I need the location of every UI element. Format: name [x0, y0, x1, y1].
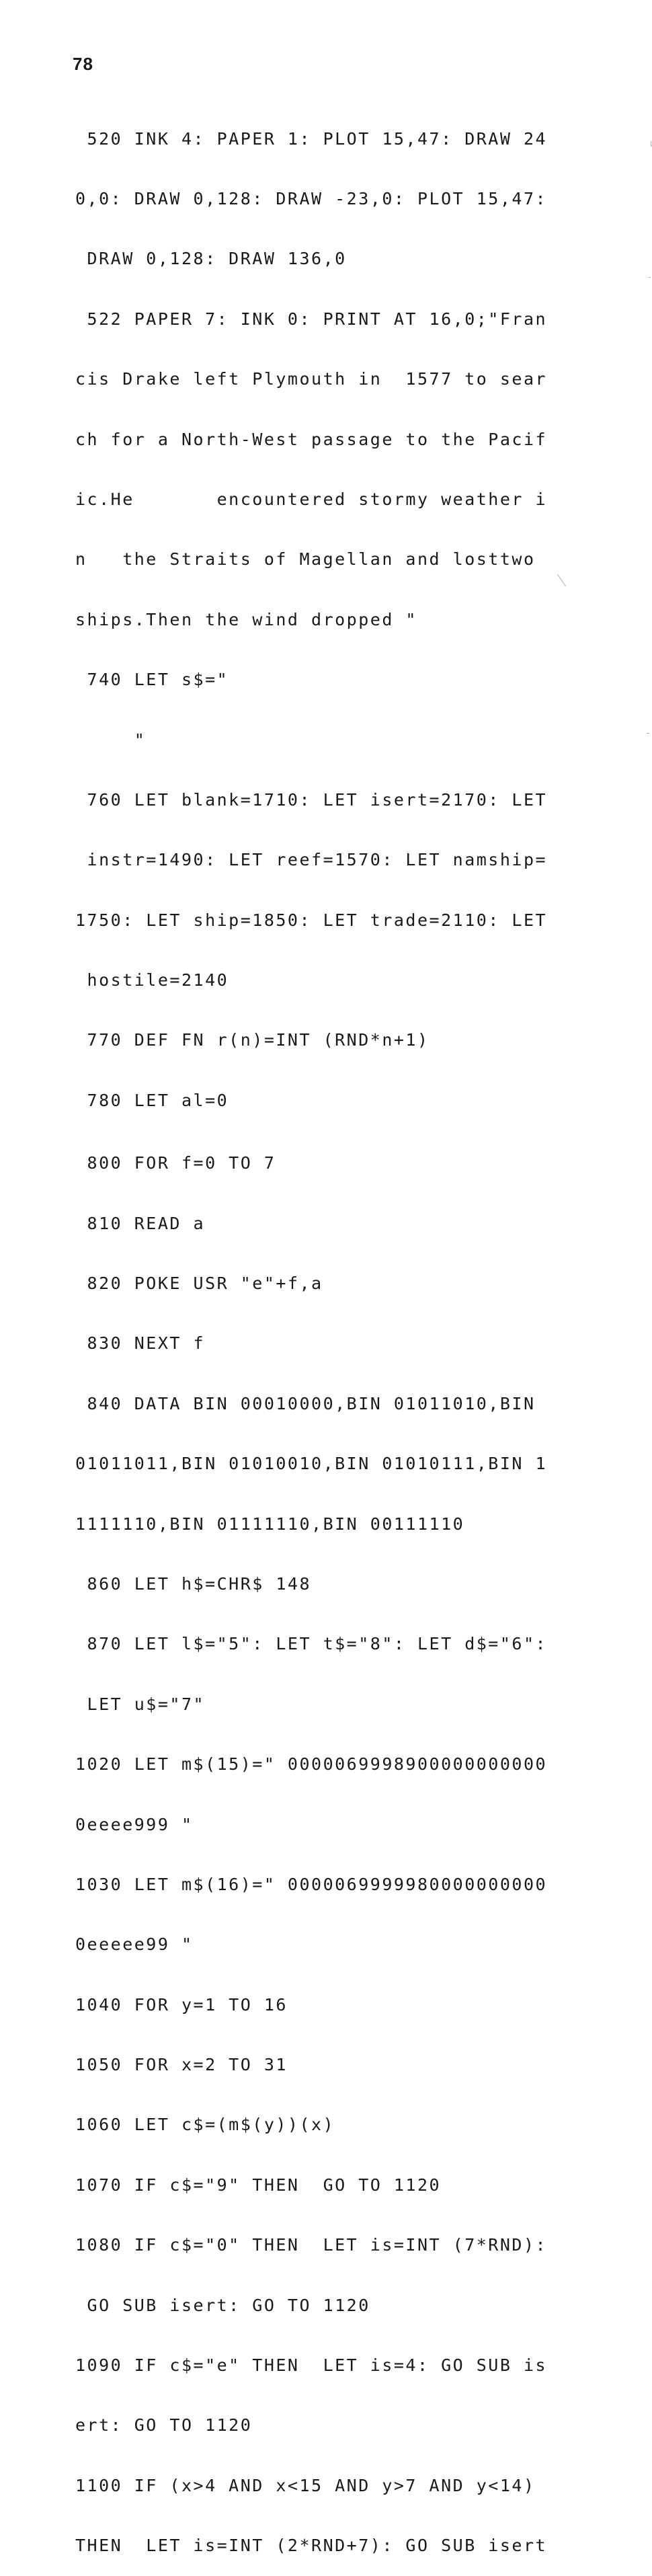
code-line: 800 FOR f=0 TO 7 — [75, 1153, 276, 1173]
code-line: ships.Then the wind dropped " — [75, 609, 417, 629]
code-line: DRAW 0,128: DRAW 136,0 — [75, 249, 347, 269]
code-line: 780 LET al=0 — [75, 1090, 229, 1110]
code-line: hostile=2140 — [75, 970, 229, 990]
code-line: " — [75, 730, 147, 750]
code-line: 0eeeee99 " — [75, 1935, 194, 1955]
code-line: ert: GO TO 1120 — [75, 2415, 253, 2435]
code-line: 1750: LET ship=1850: LET trade=2110: LET — [75, 910, 548, 930]
code-line: 1080 IF c$="0" THEN LET is=INT (7*RND): — [75, 2235, 548, 2255]
code-line: 1050 FOR x=2 TO 31 — [75, 2055, 288, 2075]
code-line: 0eeee999 " — [75, 1814, 194, 1834]
code-line: cis Drake left Plymouth in 1577 to sear — [75, 369, 548, 389]
code-line: n the Straits of Magellan and losttwo — [75, 549, 536, 570]
code-line: 1030 LET m$(16)=" 0000069999980000000000 — [75, 1874, 548, 1894]
code-line: 1070 IF c$="9" THEN GO TO 1120 — [75, 2175, 442, 2195]
scan-mark — [647, 733, 649, 734]
code-line: 870 LET l$="5": LET t$="8": LET d$="6": — [75, 1634, 548, 1654]
code-line: 522 PAPER 7: INK 0: PRINT AT 16,0;"Fran — [75, 309, 548, 329]
code-line: 520 INK 4: PAPER 1: PLOT 15,47: DRAW 24 — [75, 128, 548, 149]
code-line: THEN LET is=INT (2*RND+7): GO SUB isert — [75, 2536, 548, 2556]
page-number: 78 — [73, 54, 93, 74]
code-line: instr=1490: LET reef=1570: LET namship= — [75, 850, 548, 870]
basic-program-listing — [75, 89, 573, 2576]
code-line: 1090 IF c$="e" THEN LET is=4: GO SUB is — [75, 2355, 548, 2376]
code-line: 770 DEF FN r(n)=INT (RND*n+1) — [75, 1030, 430, 1050]
code-line: GO SUB isert: GO TO 1120 — [75, 2295, 370, 2315]
code-line: 830 NEXT f — [75, 1333, 206, 1354]
code-line: LET u$="7" — [75, 1694, 206, 1714]
code-line: 1100 IF (x>4 AND x<15 AND y>7 AND y<14) — [75, 2475, 536, 2495]
code-line: ch for a North-West passage to the Pacif — [75, 429, 548, 449]
code-line: 810 READ a — [75, 1213, 206, 1233]
code-line: 1040 FOR y=1 TO 16 — [75, 1994, 288, 2015]
code-line: 740 LET s$=" — [75, 670, 229, 690]
code-line: 820 POKE USR "e"+f,a — [75, 1274, 323, 1294]
code-line: 1020 LET m$(15)=" 0000069998900000000000 — [75, 1754, 548, 1774]
code-line: 0,0: DRAW 0,128: DRAW -23,0: PLOT 15,47: — [75, 188, 548, 208]
code-line: 860 LET h$=CHR$ 148 — [75, 1573, 312, 1594]
scan-mark — [649, 277, 651, 278]
code-line: 01011011,BIN 01010010,BIN 01010111,BIN 1 — [75, 1454, 548, 1474]
code-line: ic.He encountered stormy weather i — [75, 489, 548, 509]
code-line: 1060 LET c$=(m$(y))(x) — [75, 2115, 335, 2135]
code-line: 760 LET blank=1710: LET isert=2170: LET — [75, 789, 548, 810]
code-line: 840 DATA BIN 00010000,BIN 01011010,BIN — [75, 1393, 536, 1413]
code-line: 1111110,BIN 01111110,BIN 00111110 — [75, 1514, 465, 1534]
